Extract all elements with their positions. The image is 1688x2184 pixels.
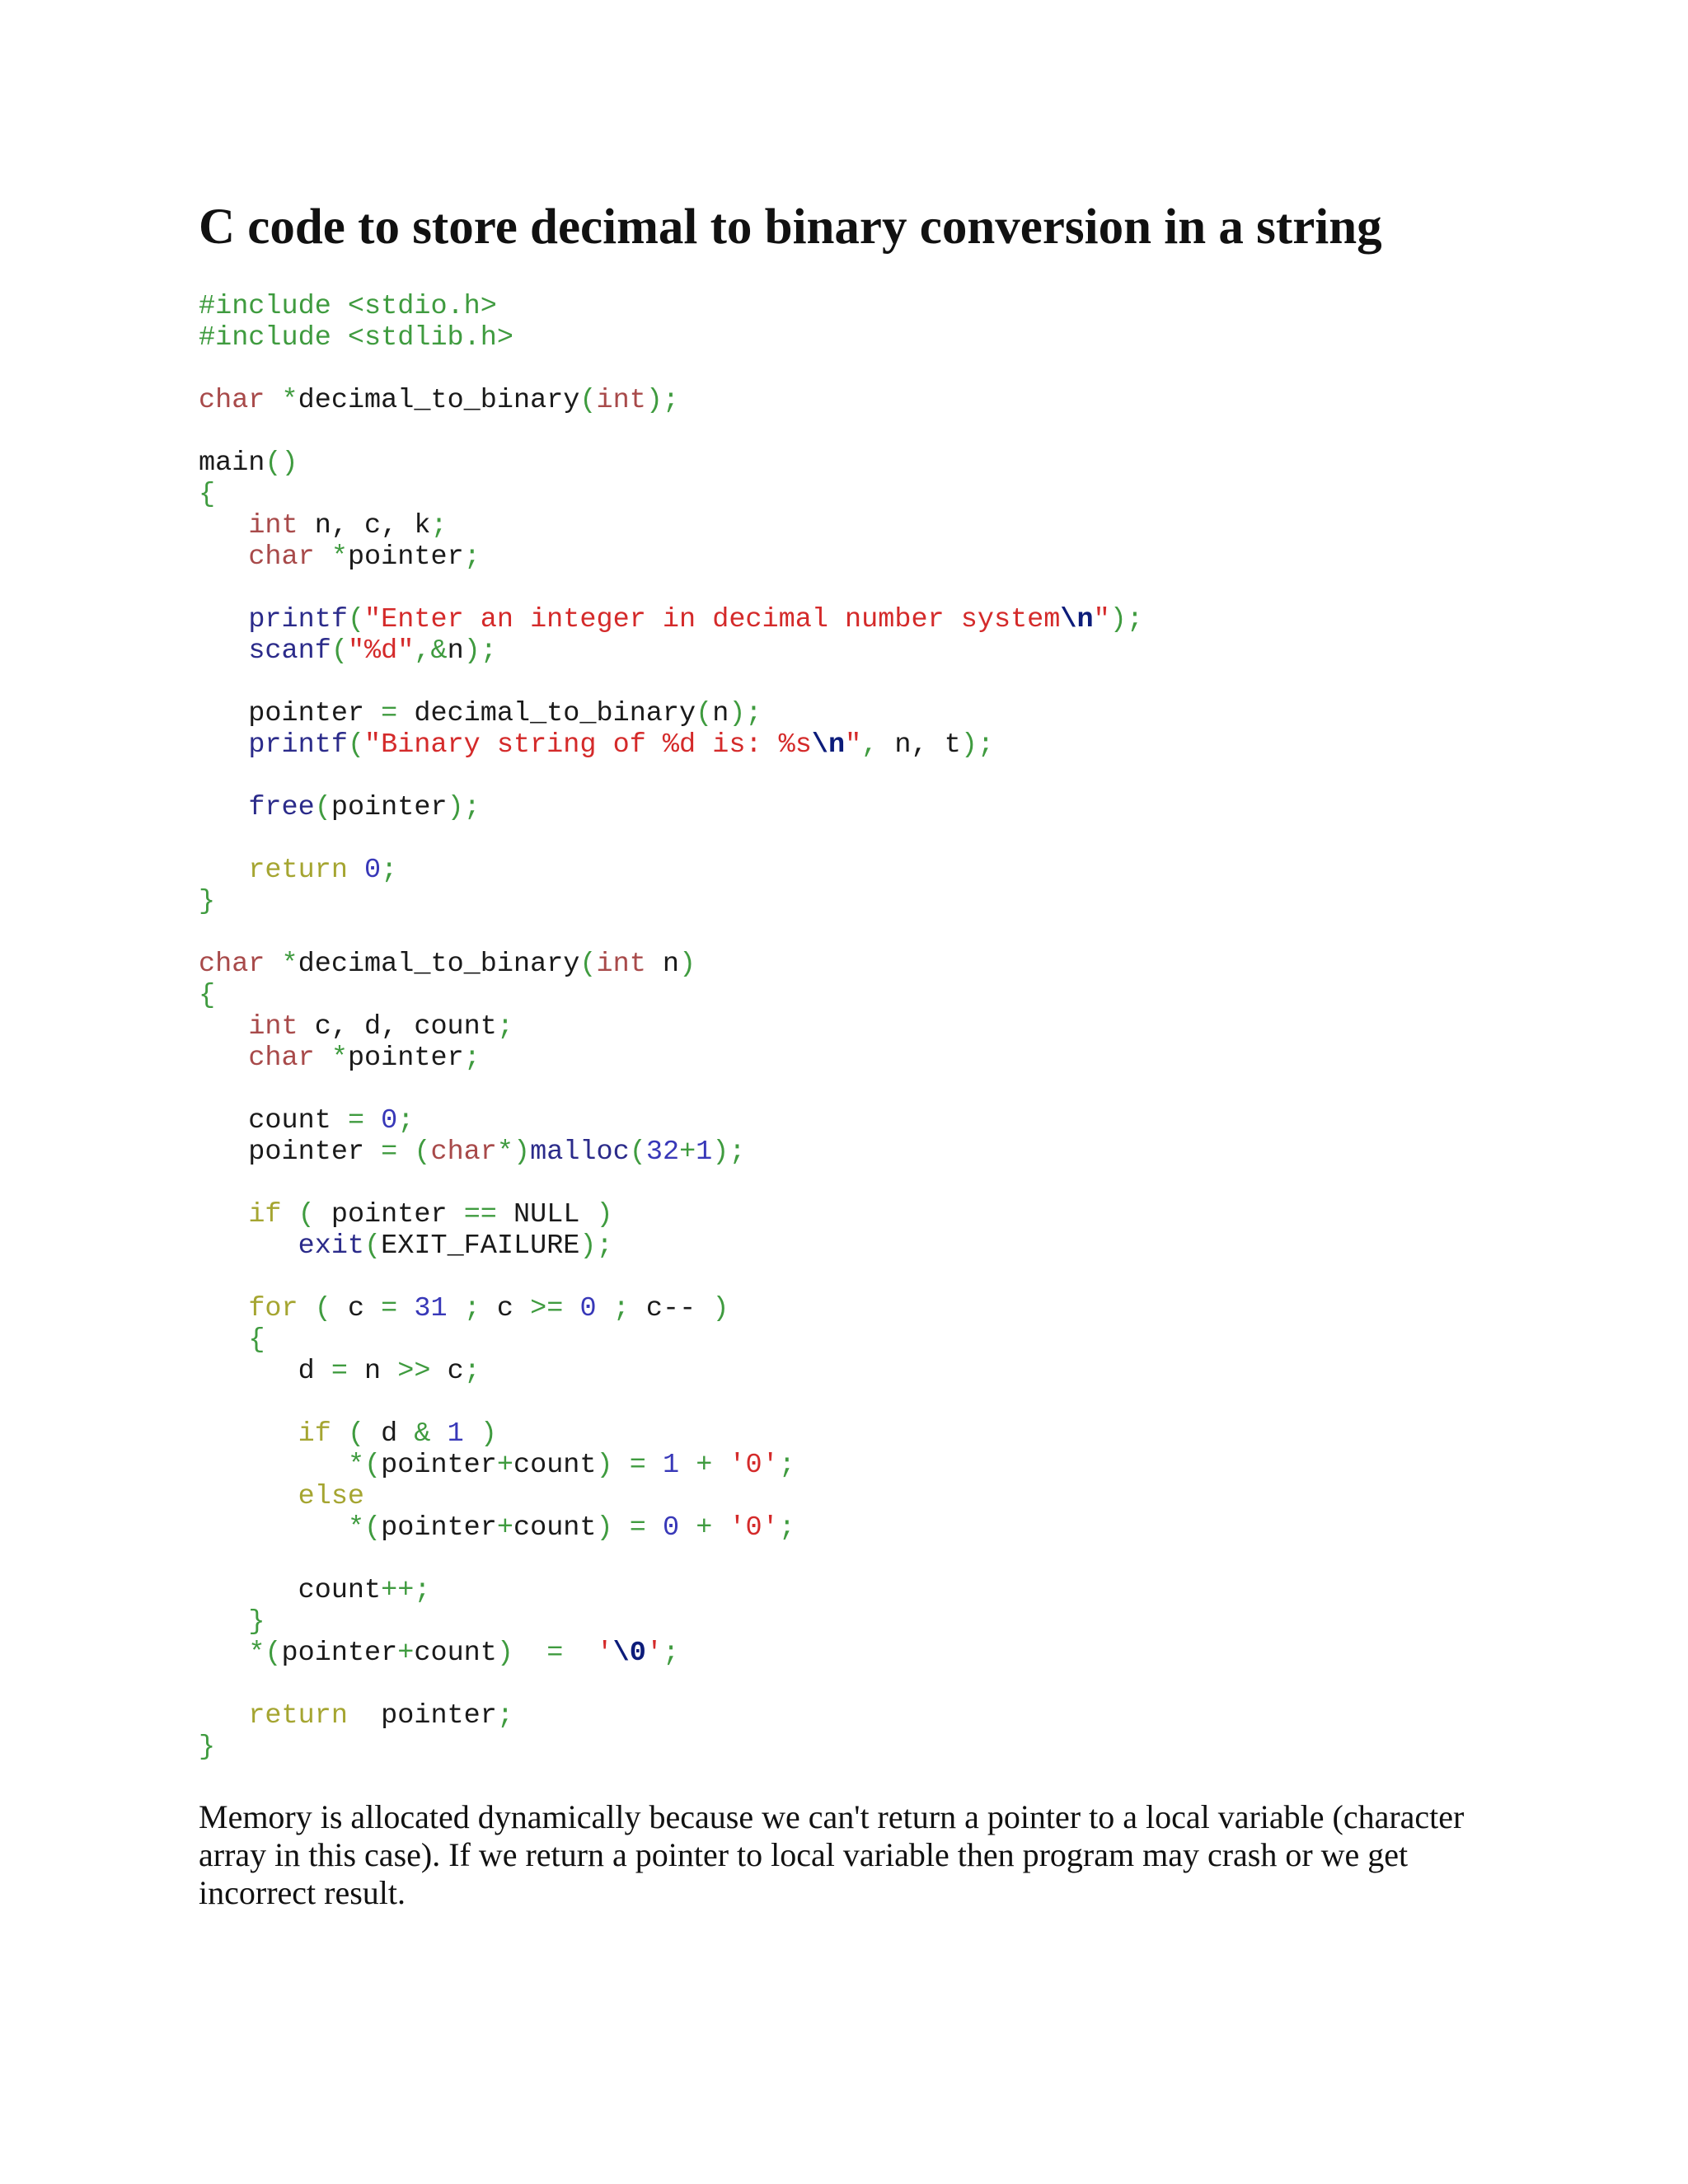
code-token: )	[712, 1293, 729, 1324]
code-token: count	[199, 1575, 382, 1606]
code-line	[199, 1575, 1600, 1606]
code-token: =	[546, 1638, 564, 1669]
code-line	[199, 792, 1600, 823]
code-token: (	[347, 729, 365, 761]
code-token: "%d"	[347, 635, 415, 667]
code-token: n	[447, 635, 464, 667]
code-token: ;	[496, 1700, 513, 1732]
code-token: );	[447, 792, 481, 823]
code-token: {	[248, 1324, 265, 1356]
code-token: ;	[381, 855, 398, 886]
code-token: c	[480, 1293, 531, 1324]
code-token: c, d, count	[298, 1011, 497, 1043]
code-token: ;	[663, 1638, 680, 1669]
code-token: d	[364, 1418, 415, 1450]
code-token: return	[248, 1700, 348, 1732]
code-line	[199, 1230, 1600, 1262]
code-token: n	[645, 949, 680, 980]
code-line	[199, 1356, 1600, 1387]
code-token: >=	[530, 1293, 564, 1324]
code-token: (	[364, 1230, 382, 1262]
code-token: *	[281, 949, 298, 980]
code-token	[712, 1450, 729, 1481]
code-token: +	[679, 1137, 696, 1168]
code-token	[199, 1418, 298, 1450]
code-token: =	[381, 698, 398, 729]
code-token: ++;	[381, 1575, 431, 1606]
code-token	[315, 541, 331, 573]
code-token	[199, 541, 248, 573]
code-token: n	[347, 1356, 398, 1387]
code-token: count	[414, 1638, 497, 1669]
code-token	[315, 1043, 331, 1074]
code-token: c--	[629, 1293, 713, 1324]
code-token: pointer	[381, 1450, 497, 1481]
code-token: '	[645, 1638, 663, 1669]
code-token: return	[248, 855, 348, 886]
code-line	[199, 1450, 1600, 1481]
code-token	[597, 1293, 613, 1324]
code-token: +	[696, 1512, 713, 1544]
code-token	[679, 1450, 696, 1481]
code-token: ()	[265, 448, 298, 479]
code-token: *	[331, 1043, 348, 1074]
code-line	[199, 1481, 1600, 1512]
code-token: 1	[696, 1137, 713, 1168]
code-token: (	[579, 949, 597, 980]
code-token: ;	[430, 510, 448, 541]
code-token: *	[331, 541, 348, 573]
code-token: (	[414, 1137, 431, 1168]
code-token: char	[199, 385, 265, 416]
code-line	[199, 604, 1600, 635]
code-token	[331, 1418, 348, 1450]
code-line	[199, 291, 1600, 322]
code-token: \0	[612, 1638, 646, 1669]
code-token: pointer	[347, 541, 464, 573]
code-token: +	[696, 1450, 713, 1481]
code-token: +	[496, 1450, 513, 1481]
code-token	[397, 1293, 414, 1324]
code-token	[199, 729, 248, 761]
page-title: C code to store decimal to binary conversion in a string	[199, 199, 1382, 255]
code-token: pointer	[199, 1137, 382, 1168]
code-token: if	[248, 1199, 282, 1230]
code-token	[199, 604, 248, 635]
code-token: >>	[397, 1356, 431, 1387]
code-line	[199, 1418, 1600, 1450]
code-token	[265, 949, 281, 980]
code-line	[199, 1199, 1600, 1230]
code-token: #include <stdlib.h>	[199, 322, 513, 354]
code-token: (	[298, 1199, 315, 1230]
code-line	[199, 1732, 1600, 1763]
code-token	[199, 1293, 248, 1324]
code-line	[199, 729, 1600, 761]
code-line	[199, 541, 1600, 573]
code-token: pointer	[281, 1638, 398, 1669]
code-token: )	[496, 1638, 514, 1669]
code-token: main	[199, 448, 265, 479]
code-token	[199, 1011, 248, 1043]
code-token: );	[463, 635, 497, 667]
code-token: printf	[248, 604, 348, 635]
code-token	[199, 1481, 298, 1512]
code-token: *(	[248, 1638, 282, 1669]
code-token: =	[629, 1450, 646, 1481]
code-token	[199, 1700, 248, 1732]
code-token: ;	[463, 1356, 481, 1387]
code-token: (	[347, 1418, 365, 1450]
code-token: )	[596, 1450, 613, 1481]
code-token	[199, 1450, 348, 1481]
code-token: ,&	[414, 635, 448, 667]
code-token: '	[596, 1638, 613, 1669]
code-token: c	[430, 1356, 464, 1387]
code-token	[282, 1199, 298, 1230]
code-line	[199, 855, 1600, 886]
code-token	[298, 1293, 315, 1324]
code-token: for	[248, 1293, 298, 1324]
code-token: 1	[662, 1450, 680, 1481]
code-token	[348, 855, 364, 886]
code-token: scanf	[248, 635, 331, 667]
code-token: );	[1109, 604, 1143, 635]
code-line	[199, 980, 1600, 1011]
code-token: decimal_to_binary	[298, 385, 580, 416]
code-token: ;	[496, 1011, 513, 1043]
code-token: *)	[496, 1137, 531, 1168]
code-token: *(	[347, 1450, 382, 1481]
code-token	[397, 1137, 414, 1168]
code-line	[199, 1324, 1600, 1356]
code-token: pointer	[331, 792, 448, 823]
code-token: ,	[861, 729, 879, 761]
code-token: 31	[414, 1293, 448, 1324]
code-line	[199, 886, 1600, 917]
code-line	[199, 949, 1600, 980]
code-token: pointer	[314, 1199, 464, 1230]
code-token: d	[199, 1356, 331, 1387]
code-token: "	[1093, 604, 1110, 635]
code-token: c	[331, 1293, 382, 1324]
code-token: ;	[778, 1512, 795, 1544]
code-token: ;	[463, 541, 481, 573]
code-token: n, c, k	[298, 510, 431, 541]
code-token: )	[679, 949, 696, 980]
code-token: ;	[463, 1293, 481, 1324]
code-token	[513, 1638, 546, 1669]
code-token	[430, 1418, 447, 1450]
code-token: (	[629, 1137, 646, 1168]
code-token	[464, 1418, 481, 1450]
code-line	[199, 510, 1600, 541]
code-token	[199, 1512, 348, 1544]
code-token: =	[381, 1293, 398, 1324]
code-token	[199, 635, 248, 667]
code-token	[712, 1512, 729, 1544]
code-token: #include <stdio.h>	[199, 291, 497, 322]
code-line	[199, 385, 1600, 416]
code-token: "Binary string of %d is: %s	[364, 729, 812, 761]
code-token: (	[331, 635, 348, 667]
code-token: &	[414, 1418, 431, 1450]
code-token	[563, 1293, 579, 1324]
code-token	[199, 1324, 248, 1356]
code-token: char	[199, 949, 265, 980]
code-token	[448, 1293, 464, 1324]
code-line	[199, 635, 1600, 667]
code-token	[646, 1512, 663, 1544]
code-token: else	[298, 1481, 365, 1512]
code-token: 0	[662, 1512, 680, 1544]
code-token: NULL	[496, 1199, 597, 1230]
explanation-paragraph: Memory is allocated dynamically because we can't return a pointer to a local variable (character array in this case). If we return a pointer to local variable then program may crash or we get incorrect result.	[199, 1798, 1465, 1911]
code-line	[199, 1011, 1600, 1043]
code-token	[613, 1512, 630, 1544]
code-token: if	[298, 1418, 331, 1450]
code-token	[563, 1638, 596, 1669]
code-token: int	[248, 510, 298, 541]
code-token: \n	[1060, 604, 1094, 635]
code-token: 0	[381, 1105, 398, 1137]
code-token: (	[347, 604, 365, 635]
code-line	[199, 1293, 1600, 1324]
code-token	[199, 510, 248, 541]
code-line	[199, 1606, 1600, 1638]
code-line	[199, 448, 1600, 479]
code-token: +	[496, 1512, 513, 1544]
code-line	[199, 322, 1600, 354]
code-token: }	[248, 1606, 265, 1638]
code-token: =	[381, 1137, 398, 1168]
code-token: 0	[364, 855, 382, 886]
code-token	[199, 855, 248, 886]
code-line	[199, 479, 1600, 510]
code-token: 32	[645, 1137, 680, 1168]
code-token	[199, 1638, 248, 1669]
code-token: 0	[579, 1293, 597, 1324]
code-token: pointer	[381, 1512, 497, 1544]
code-token: (	[314, 1293, 331, 1324]
code-token: (	[696, 698, 713, 729]
code-token: {	[199, 980, 216, 1011]
code-token: int	[596, 385, 646, 416]
code-token	[199, 1199, 248, 1230]
code-token: );	[645, 385, 680, 416]
code-line	[199, 1137, 1600, 1168]
code-token: \n	[811, 729, 846, 761]
code-token: count	[199, 1105, 348, 1137]
code-token	[265, 385, 281, 416]
code-token: free	[248, 792, 315, 823]
code-token	[199, 1230, 298, 1262]
code-line	[199, 1700, 1600, 1732]
code-token: )	[480, 1418, 497, 1450]
code-token: pointer	[347, 1700, 497, 1732]
code-token: decimal_to_binary	[397, 698, 696, 729]
code-token: char	[248, 541, 315, 573]
code-token: '0'	[729, 1512, 779, 1544]
code-token: (	[579, 385, 597, 416]
code-token: );	[729, 698, 762, 729]
code-token: char	[248, 1043, 315, 1074]
code-token: malloc	[530, 1137, 630, 1168]
code-token: );	[960, 729, 995, 761]
code-token: int	[596, 949, 646, 980]
code-token: =	[347, 1105, 365, 1137]
code-token: n	[712, 698, 729, 729]
code-token: pointer	[347, 1043, 464, 1074]
code-token: exit	[298, 1230, 365, 1262]
code-token	[679, 1512, 696, 1544]
code-token: (	[314, 792, 331, 823]
code-line	[199, 698, 1600, 729]
code-block	[199, 291, 1600, 1763]
code-token: printf	[248, 729, 348, 761]
code-token: )	[596, 1199, 613, 1230]
code-token: =	[629, 1512, 646, 1544]
code-token: "Enter an integer in decimal number system	[364, 604, 1061, 635]
code-token: n, t	[878, 729, 961, 761]
code-token	[646, 1450, 663, 1481]
code-token: 1	[447, 1418, 464, 1450]
code-token: }	[199, 1732, 216, 1763]
code-token: );	[712, 1137, 746, 1168]
code-token	[364, 1105, 381, 1137]
code-token: ;	[397, 1105, 415, 1137]
code-token: count	[513, 1512, 597, 1544]
code-token: decimal_to_binary	[298, 949, 580, 980]
code-line	[199, 1638, 1600, 1669]
code-token: ;	[778, 1450, 795, 1481]
code-token: ;	[463, 1043, 481, 1074]
code-token: ;	[612, 1293, 630, 1324]
code-line	[199, 1043, 1600, 1074]
code-line	[199, 1105, 1600, 1137]
code-token: =	[331, 1356, 348, 1387]
code-line	[199, 1512, 1600, 1544]
code-token: '0'	[729, 1450, 779, 1481]
code-token	[199, 1043, 248, 1074]
code-token: }	[199, 886, 216, 917]
code-token: "	[845, 729, 862, 761]
code-token: *(	[347, 1512, 382, 1544]
code-token: ==	[463, 1199, 497, 1230]
code-token: char	[430, 1137, 497, 1168]
code-token: count	[513, 1450, 597, 1481]
code-token: *	[281, 385, 298, 416]
code-token: EXIT_FAILURE	[381, 1230, 580, 1262]
code-token	[199, 792, 248, 823]
code-token	[199, 1606, 248, 1638]
code-token: )	[596, 1512, 613, 1544]
code-token	[613, 1450, 630, 1481]
code-token: );	[579, 1230, 613, 1262]
code-token: pointer	[199, 698, 382, 729]
code-token: +	[397, 1638, 415, 1669]
code-token: int	[248, 1011, 298, 1043]
code-token: {	[199, 479, 216, 510]
